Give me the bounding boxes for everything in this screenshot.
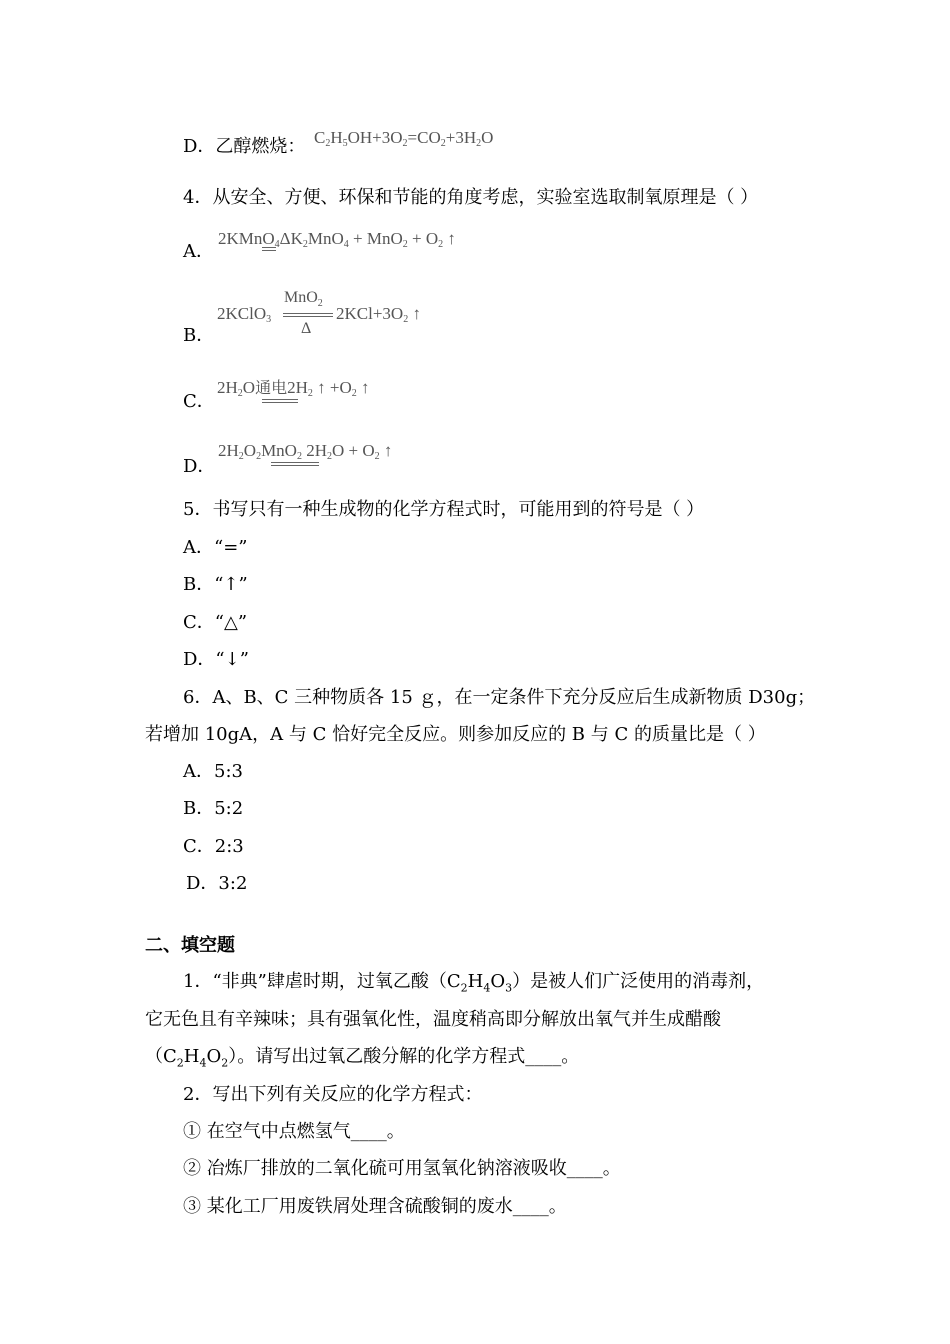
q3-option-d-label: D．乙醇燃烧： [183, 136, 306, 157]
q5-option-b: B．“↑” [183, 574, 248, 595]
q4-d-equal-line-2 [271, 465, 319, 466]
section2-q2-item-1: ① 在空气中点燃氢气____。 [183, 1121, 405, 1142]
q4-b-equal-line-1 [283, 313, 333, 314]
q4-d-catalyst: MnO$_2$ [261, 441, 302, 462]
q4-option-a-equation: $2KMnO_4\Delta K_2MnO_4 + MnO_2 + O_2$ ↑ [218, 229, 456, 250]
section2-q2-item-2: ② 冶炼厂排放的二氧化硫可用氢氧化钠溶液吸收____。 [183, 1158, 621, 1179]
q4-option-c-label: C． [183, 391, 215, 412]
q6-option-c: C．2:3 [183, 836, 244, 857]
q6-option-b: B．5:2 [183, 798, 244, 819]
q6-option-a: A．5:3 [183, 761, 243, 782]
q5-option-d: D．“↓” [183, 649, 249, 670]
q6-option-d: D．3:2 [186, 873, 248, 894]
q4-d-equal-line-1 [271, 462, 319, 463]
q4-option-c-equation: $2H_2O$通电$2H_2$ ↑ $+O_2$ ↑ [217, 378, 370, 399]
q4-option-b-equation-left: 2KClO$_3$ [217, 304, 272, 325]
section2-q1-line-1: 1．“非典”肆虐时期，过氧乙酸$(C_2H_4O_3)$是被人们广泛使用的消毒剂， [183, 971, 765, 995]
q4-b-heat: Δ [301, 320, 312, 337]
q4-option-d-equation: $2H_2O_2MnO_2$ $2H_2O + O_2$ ↑ [218, 441, 393, 462]
q5-stem: 5．书写只有一种生成物的化学方程式时，可能用到的符号是（ ） [183, 499, 705, 520]
q6-stem-line-1: 6．A、B、C 三种物质各 15 ｇ，在一定条件下充分反应后生成新物质 D30g； [183, 687, 816, 708]
section2-q2-stem: 2．写出下列有关反应的化学方程式： [183, 1084, 483, 1105]
section2-q1-line-2: 它无色且有辛辣味；具有强氧化性，温度稍高即分解放出氧气并生成醋酸 [145, 1009, 721, 1030]
q4-b-catalyst: MnO$_2$ [284, 289, 323, 310]
q4-a-equal-line-2 [262, 250, 276, 251]
q4-stem: 4．从安全、方便、环保和节能的角度考虑，实验室选取制氧原理是（ ） [183, 187, 759, 208]
section2-q2-item-3: ③ 某化工厂用废铁屑处理含硫酸铜的废水____。 [183, 1196, 567, 1217]
q4-c-equal-line-2 [262, 402, 298, 403]
q4-option-b-equation-right: $2KCl+3O_2$ ↑ [336, 304, 421, 325]
q4-b-equal-line-2 [283, 316, 333, 317]
q4-option-a-label: A． [183, 241, 214, 262]
q4-a-condition: Δ [279, 229, 291, 248]
q5-option-c: C．“△” [183, 612, 248, 633]
q4-option-d-label: D． [183, 456, 216, 477]
q4-c-condition: 通电 [255, 378, 288, 397]
q4-option-b-label: B． [183, 325, 215, 346]
q3-option-d-equation: $C_2H_5OH+3O_2=CO_2+3H_2O$ [314, 128, 494, 149]
section-2-title: 二、填空题 [145, 935, 235, 956]
q4-a-equal-line-1 [262, 247, 276, 248]
q6-stem-line-2: 若增加 10gA，A 与 C 恰好完全反应。则参加反应的 B 与 C 的质量比是（ ） [145, 724, 766, 745]
q5-option-a: A．“=” [183, 537, 248, 558]
section2-q1-line-3: $(C_2H_4O_2)$。请写出过氧乙酸分解的化学方程式____。 [145, 1046, 580, 1070]
q4-c-equal-line-1 [262, 399, 298, 400]
